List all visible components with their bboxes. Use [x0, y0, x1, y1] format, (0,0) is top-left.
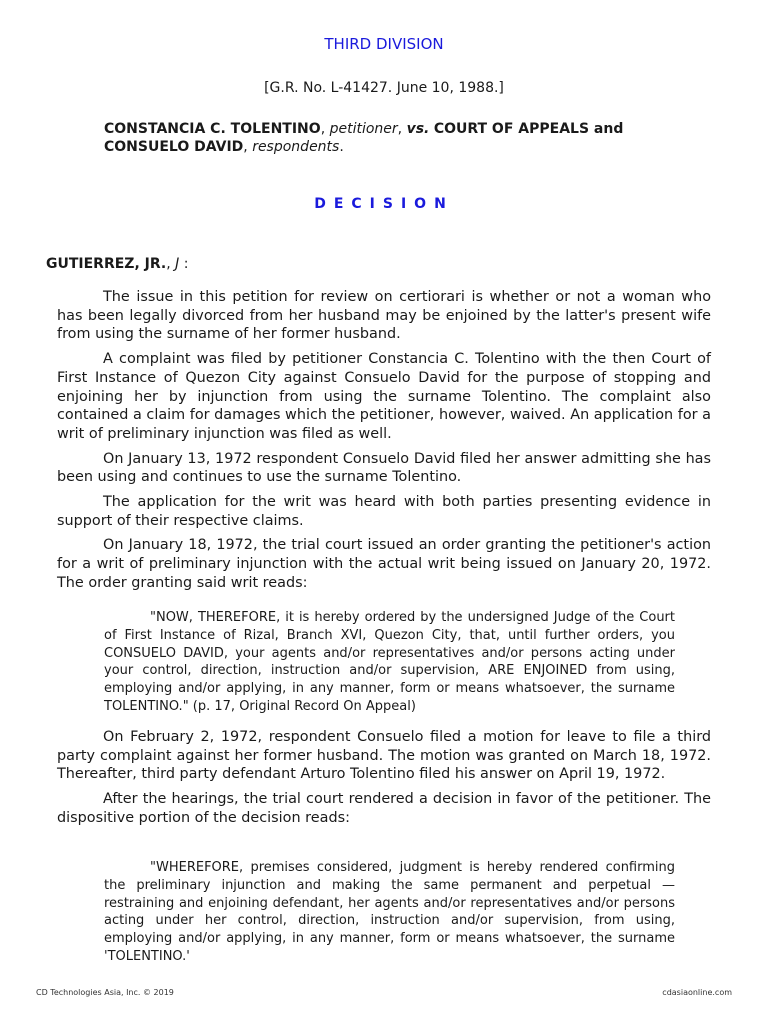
decision-heading: DECISION [314, 196, 454, 212]
division-heading: THIRD DIVISION [324, 35, 444, 53]
footer-copyright: CD Technologies Asia, Inc. © 2019 [36, 988, 174, 997]
ponente-title: J [175, 256, 180, 272]
petitioner-label: petitioner [329, 121, 398, 137]
body-section-2 [57, 728, 711, 828]
paragraph: The application for the writ was heard with both parties presenting evidence in support of their respective claims. [57, 494, 711, 529]
paragraph: On January 13, 1972 respondent Consuelo David filed her answer admitting she has been using and continues to use the surname Tolentino. [57, 450, 711, 486]
ponente-name: GUTIERREZ, JR. [46, 256, 167, 272]
block-quote-judgment [104, 859, 675, 966]
paragraph: A complaint was filed by petitioner Constancia C. Tolentino with the then Court of First Instance of Quezon City against Consuelo David for the purpose of stopping and enjoining her by injunction from using the surname Tolentino. The complaint also contained a claim for damages which the petitioner, however, waived. An application for a writ of preliminary injunction was filed as well. [57, 351, 711, 442]
quote-text: "WHEREFORE, premises considered, judgment is hereby rendered confirming the preliminary injunction and making the same permanent and perpetual — restraining and enjoining defendant, her agents and/or representatives and/or persons acting under her control, direction, instruction and/or supervision, from using, employing and/or applying, in any manner, form or means whatsoever, the surname 'TOLENTINO.' [104, 860, 675, 964]
paragraph: The issue in this petition for review on certiorari is whether or not a woman who has been legally divorced from her husband may be enjoined by the latter's present wife from using the surname of her former husband. [57, 289, 711, 343]
paragraph: On February 2, 1972, respondent Consuelo filed a motion for leave to file a third party complaint against her former husband. The motion was granted on March 18, 1972. Thereafter, third party defendant Arturo Tolentino filed his answer on April 19, 1972. [57, 729, 711, 783]
block-quote-order [104, 609, 675, 716]
paragraph: On January 18, 1972, the trial court issued an order granting the petitioner's action for a writ of preliminary injunction with the actual writ being issued on January 20, 1972. The order granting said writ reads: [57, 537, 711, 591]
body-section-1 [57, 288, 711, 593]
case-number: [G.R. No. L-41427. June 10, 1988.] [264, 80, 504, 96]
respondents-label: respondents [252, 139, 340, 155]
paragraph: After the hearings, the trial court rendered a decision in favor of the petitioner. The dispositive portion of the decision reads: [57, 791, 711, 826]
quote-text: "NOW, THEREFORE, it is hereby ordered by the undersigned Judge of the Court of First Instance of Rizal, Branch XVI, Quezon City, that, until further orders, you CONSUELO DAVID, your agents and/or representatives and/or persons acting under your control, direction, instruction and/or supervision, ARE ENJOINED from using, employing and/or applying, in any manner, form or means whatsoever, the surname TOLENTINO." (p. 17, Original Record On Appeal) [104, 610, 675, 714]
footer-site-link[interactable]: cdasiaonline.com [662, 988, 732, 997]
versus-label: vs. [406, 121, 430, 137]
ponente: GUTIERREZ, JR., J : [46, 256, 189, 272]
case-parties: CONSTANCIA C. TOLENTINO, petitioner, vs. COURT OF APPEALS and CONSUELO DAVID, respondents. [104, 121, 624, 155]
respondents-name: COURT OF APPEALS and CONSUELO DAVID [104, 121, 624, 155]
petitioner-name: CONSTANCIA C. TOLENTINO [104, 121, 321, 137]
